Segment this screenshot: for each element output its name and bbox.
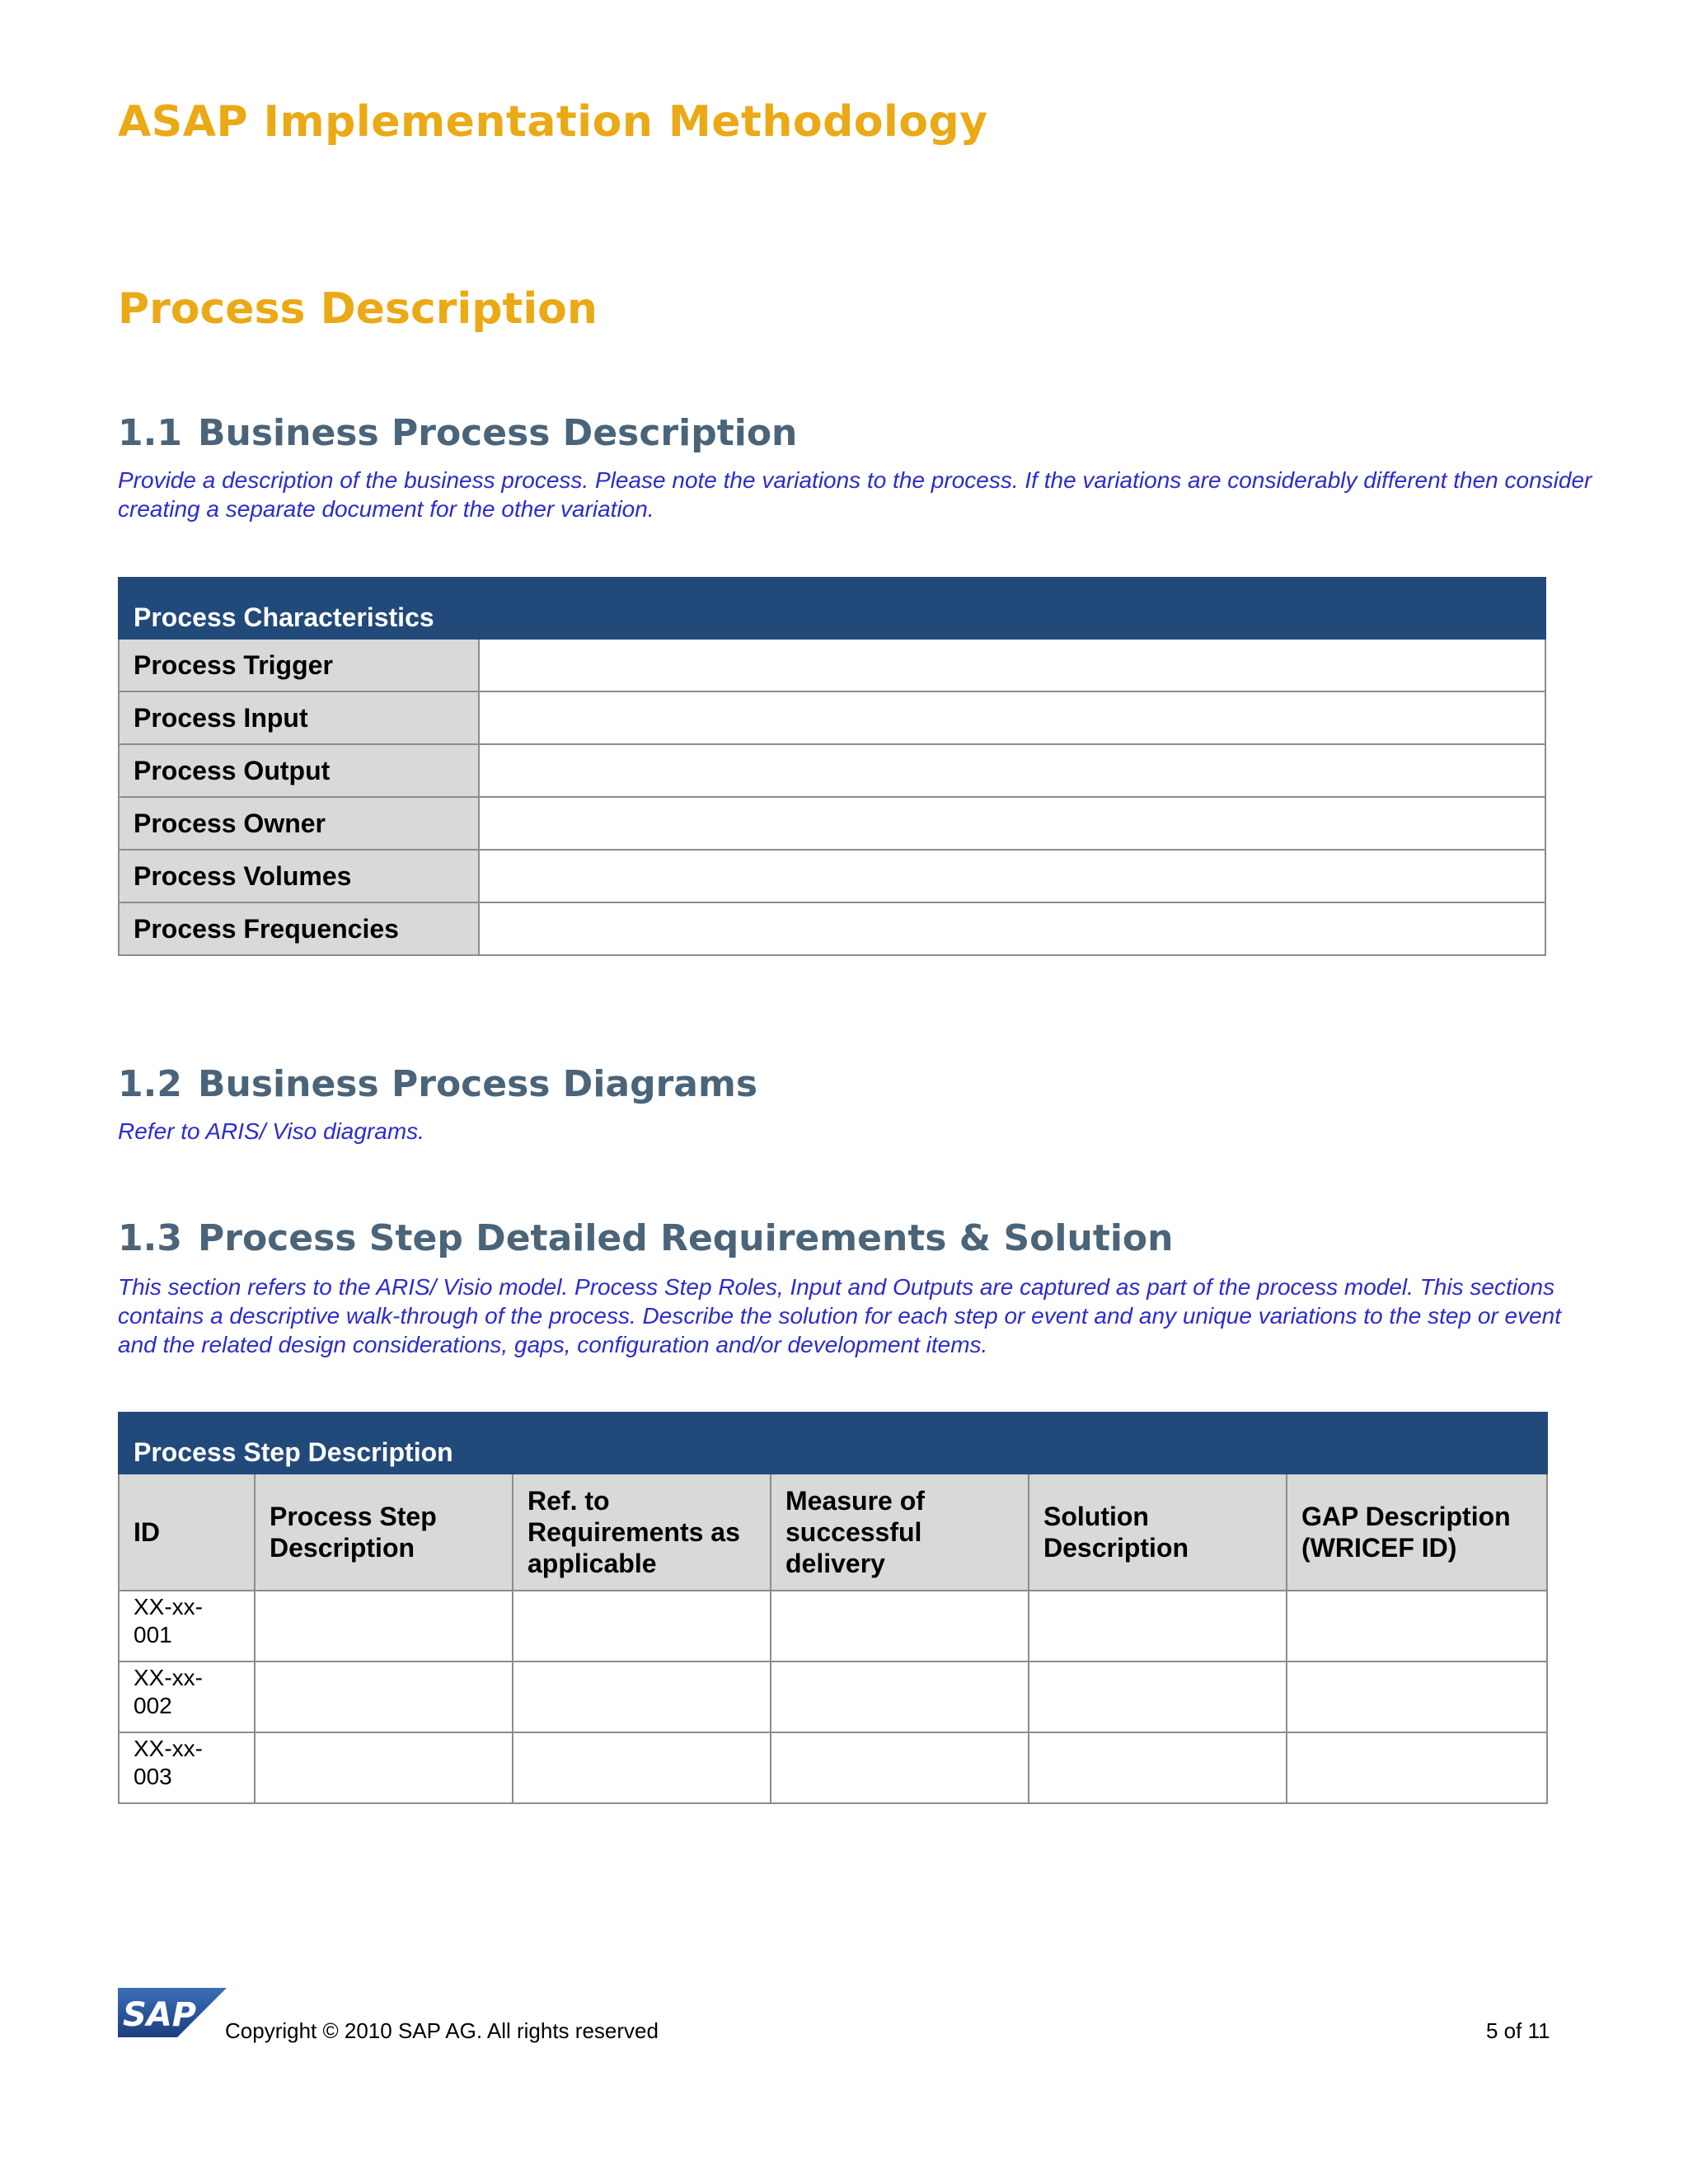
document-title: ASAP Implementation Methodology [118,97,988,147]
table-row [119,902,1545,955]
table-header: Process Characteristics [119,578,1545,639]
table-cell[interactable] [771,1661,1029,1732]
note-1-2: Refer to ARIS/ Viso diagrams. [118,1118,424,1144]
column-header: ID [119,1474,255,1591]
row-value[interactable] [479,902,1545,955]
table-row [119,691,1545,744]
table-cell[interactable] [513,1732,771,1803]
row-value[interactable] [479,744,1545,797]
table-cell[interactable] [1287,1732,1547,1803]
process-step-table [118,1412,1548,1804]
column-header: Solution Description [1029,1474,1287,1591]
step-id-cell: XX-xx-001 [119,1591,255,1661]
row-value[interactable] [479,850,1545,902]
column-header: Process Step Description [255,1474,513,1591]
step-id-cell: XX-xx-003 [119,1732,255,1803]
row-label: Process Output [119,744,479,797]
heading-1-2 [118,1063,757,1105]
heading-1-1-number: 1.1 [118,412,182,454]
step-id-cell: XX-xx-002 [119,1661,255,1732]
row-value[interactable] [479,797,1545,850]
table-cell[interactable] [771,1591,1029,1661]
table-row [119,1732,1547,1803]
heading-1-3-number: 1.3 [118,1217,182,1259]
row-label: Process Frequencies [119,902,479,955]
column-header-row [119,1474,1547,1591]
table-row [119,1591,1547,1661]
row-value[interactable] [479,691,1545,744]
column-header: Measure of successful delivery [771,1474,1029,1591]
note-1-3: This section refers to the ARIS/ Visio model. Process Step Roles, Input and Outputs are captured as part of the process model. This sections contains a descriptive walk-through of the process. Describe the solution for each step or event and any unique variations to the step or event and the related design considerations, gaps, configuration and/or development items. [118,1274,1562,1357]
row-value[interactable] [479,639,1545,691]
table-header-row [119,1413,1547,1474]
row-label: Process Input [119,691,479,744]
table-cell[interactable] [255,1661,513,1732]
row-label: Process Owner [119,797,479,850]
table-row [119,744,1545,797]
svg-text:SAP: SAP [123,1996,197,2034]
heading-1-3-text: Process Step Detailed Requirements & Solution [198,1217,1174,1259]
heading-1-1 [118,412,797,454]
column-header: Ref. to Requirements as applicable [513,1474,771,1591]
row-label: Process Trigger [119,639,479,691]
process-characteristics-table [118,577,1546,956]
table-cell[interactable] [1287,1591,1547,1661]
heading-1-2-number: 1.2 [118,1063,182,1105]
heading-1-3 [118,1217,1174,1259]
section-title: Process Description [118,284,598,334]
footer-copyright: Copyright © 2010 SAP AG. All rights reserved [225,2018,659,2043]
table-header-row [119,578,1545,639]
table-cell[interactable] [771,1732,1029,1803]
note-1-1: Provide a description of the business process. Please note the variations to the process. If the variations are considerably different then consider creating a separate document for the other variation. [118,467,1592,522]
row-label: Process Volumes [119,850,479,902]
table-cell[interactable] [255,1732,513,1803]
table-cell[interactable] [1287,1661,1547,1732]
table-row [119,797,1545,850]
column-header: GAP Description (WRICEF ID) [1287,1474,1547,1591]
table-row [119,639,1545,691]
table-row [119,1661,1547,1732]
table-cell[interactable] [255,1591,513,1661]
table-cell[interactable] [1029,1591,1287,1661]
table-cell[interactable] [1029,1661,1287,1732]
heading-1-1-text: Business Process Description [198,412,798,454]
table-cell[interactable] [513,1591,771,1661]
table-cell[interactable] [1029,1732,1287,1803]
sap-logo [118,1988,227,2037]
heading-1-2-text: Business Process Diagrams [198,1063,758,1105]
table-row [119,850,1545,902]
table-header: Process Step Description [119,1413,1547,1474]
footer-page-number: 5 of 11 [1486,2018,1550,2043]
table-cell[interactable] [513,1661,771,1732]
